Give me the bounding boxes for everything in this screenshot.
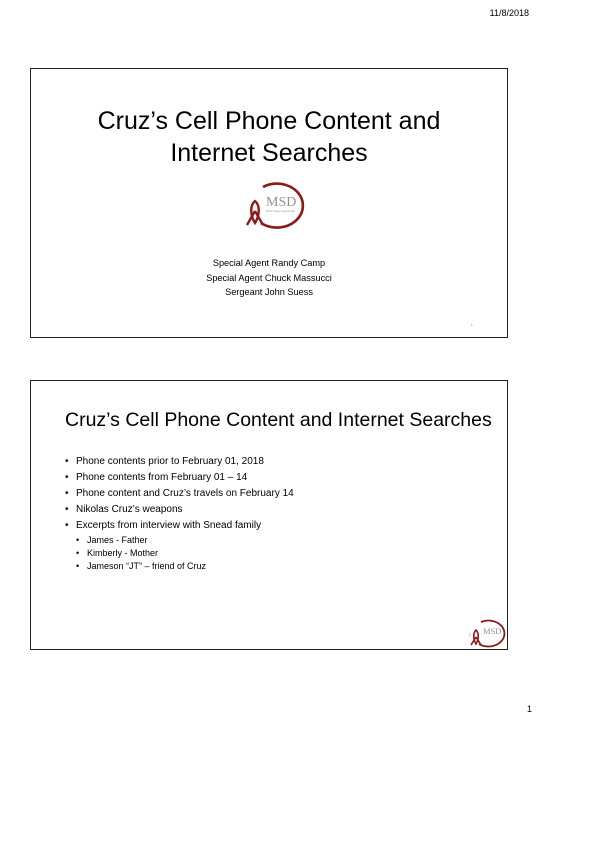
presenter-list	[31, 256, 507, 300]
sub-bullet-item: • Kimberly - Mother	[76, 548, 159, 558]
slide-1-title	[31, 105, 507, 169]
slide-2	[30, 380, 508, 650]
bullet-item: • Phone content and Cruz’s travels on February 14	[65, 488, 294, 499]
slide-number: 2	[468, 632, 471, 637]
title-line-2: Internet Searches	[170, 139, 368, 167]
sub-bullet-item: • Jameson “JT” – friend of Cruz	[76, 561, 207, 571]
bullet-item: • Excerpts from interview with Snead family	[65, 520, 262, 531]
msd-logo-small	[467, 617, 507, 649]
print-date: 11/8/2018	[489, 8, 529, 18]
bullet-item: • Phone contents prior to February 01, 2018	[65, 456, 264, 467]
sub-bullet-item: • James - Father	[76, 535, 148, 545]
slide-number: 1	[470, 322, 473, 327]
page-number: 1	[526, 704, 532, 714]
bullet-item: • Phone contents from February 01 – 14	[65, 472, 248, 483]
slide-1	[30, 68, 508, 338]
slide-2-title: Cruz’s Cell Phone Content and Internet Searches	[65, 409, 492, 431]
presenter-1: Special Agent Randy Camp	[212, 258, 326, 268]
title-line-1: Cruz’s Cell Phone Content and	[97, 107, 441, 135]
awareness-ribbon-icon	[247, 201, 263, 225]
bullet-item: • Nikolas Cruz’s weapons	[65, 504, 183, 515]
bullet-list	[65, 454, 294, 573]
presenter-3: Sergeant John Suess	[225, 287, 313, 297]
presenter-2: Special Agent Chuck Massucci	[206, 272, 332, 283]
msd-logo	[241, 179, 305, 231]
logo-text: MSD	[266, 195, 297, 210]
awareness-ribbon-icon	[468, 630, 481, 645]
logo-tagline: Public Safety Commission	[266, 210, 296, 213]
logo-text: MSD	[483, 626, 502, 636]
